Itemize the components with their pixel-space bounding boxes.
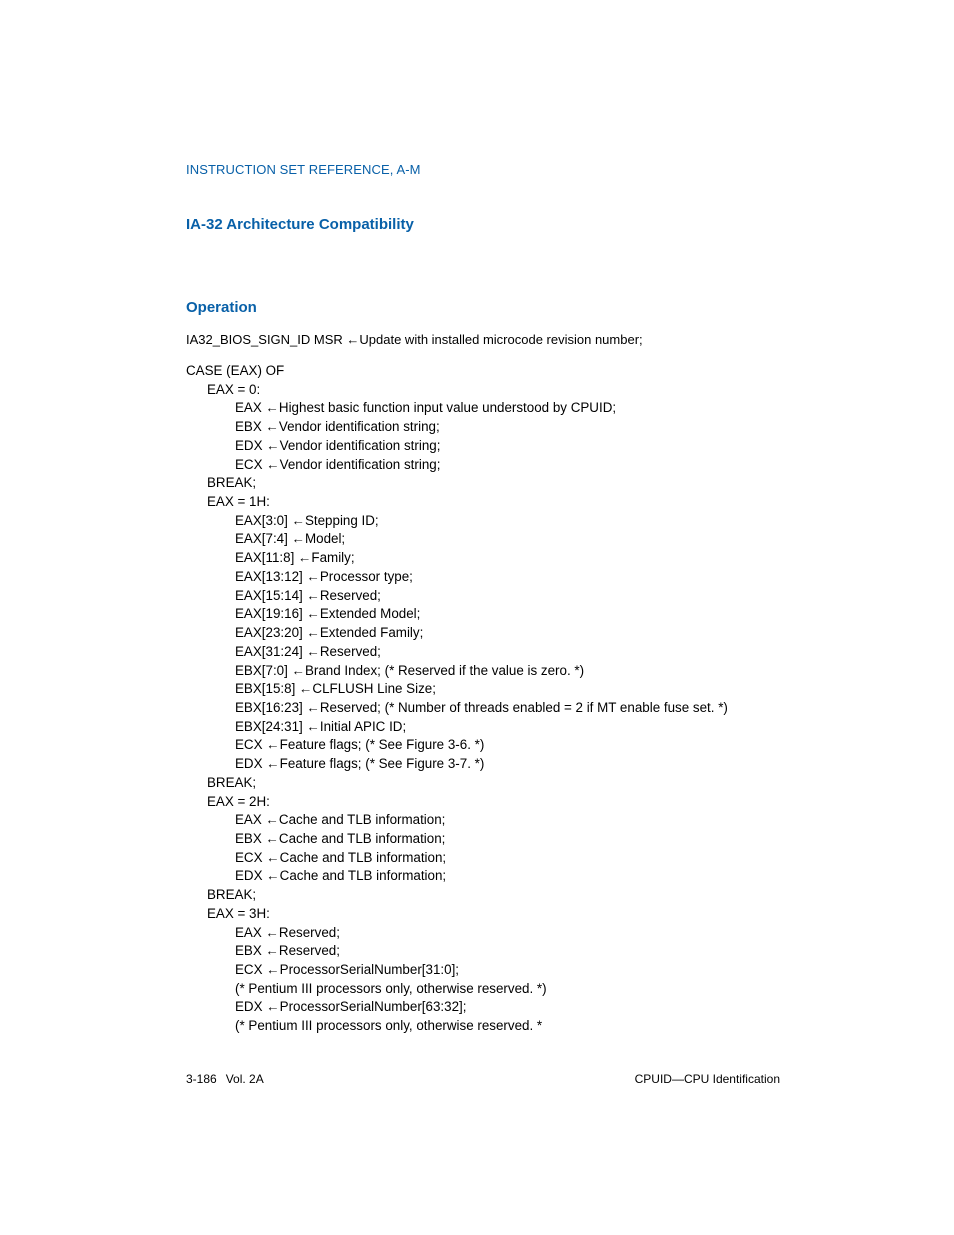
code-line: EBX ←Vendor identification string; bbox=[235, 419, 440, 435]
operation-intro-line: IA32_BIOS_SIGN_ID MSR ←Update with installed microcode revision number; bbox=[186, 332, 643, 347]
code-line: EAX = 1H: bbox=[207, 494, 270, 510]
code-line: EBX ←Cache and TLB information; bbox=[235, 830, 446, 846]
code-line: ECX ←Vendor identification string; bbox=[235, 456, 441, 472]
code-line: (* Pentium III processors only, otherwise reserved. * bbox=[235, 1018, 543, 1034]
code-line: EDX ←Feature flags; (* See Figure 3-7. *) bbox=[235, 756, 485, 772]
code-line: EDX ←Cache and TLB information; bbox=[235, 868, 447, 884]
code-line: BREAK; bbox=[207, 475, 257, 491]
code-line: ECX ←Cache and TLB information; bbox=[235, 849, 447, 865]
operation-pseudocode bbox=[186, 362, 786, 1036]
code-line: EAX[7:4] ←Model; bbox=[235, 531, 346, 547]
footer-chapter-title: CPUID—CPU Identification bbox=[634, 1072, 780, 1086]
code-line: EAX[31:24] ←Reserved; bbox=[235, 643, 381, 659]
code-line: EAX[15:14] ←Reserved; bbox=[235, 587, 381, 603]
code-line: EDX ←Vendor identification string; bbox=[235, 437, 441, 453]
code-line: EAX ←Cache and TLB information; bbox=[235, 812, 446, 828]
code-line: EBX[16:23] ←Reserved; (* Number of threads enabled = 2 if MT enable fuse set. *) bbox=[235, 699, 728, 715]
code-line: BREAK; bbox=[207, 774, 257, 790]
code-line: EAX ←Highest basic function input value understood by CPUID; bbox=[235, 400, 617, 416]
code-line: ECX ←ProcessorSerialNumber[31:0]; bbox=[235, 962, 460, 977]
code-line: EAX[19:16] ←Extended Model; bbox=[235, 606, 421, 622]
footer-page-info bbox=[186, 1072, 264, 1086]
code-line: EAX = 3H: bbox=[207, 905, 270, 921]
code-line: EBX[15:8] ←CLFLUSH Line Size; bbox=[235, 681, 436, 697]
code-line: EAX[23:20] ←Extended Family; bbox=[235, 625, 424, 641]
running-head: INSTRUCTION SET REFERENCE, A-M bbox=[186, 162, 421, 177]
code-line: (* Pentium III processors only, otherwise reserved. *) bbox=[235, 980, 547, 996]
code-line: ECX ←Feature flags; (* See Figure 3-6. *) bbox=[235, 737, 485, 753]
code-line: EAX ←Reserved; bbox=[235, 924, 340, 940]
code-line: EAX[3:0] ←Stepping ID; bbox=[235, 512, 379, 528]
code-line: EAX = 0: bbox=[207, 381, 261, 397]
code-line: EBX ←Reserved; bbox=[235, 943, 340, 959]
code-line: BREAK; bbox=[207, 887, 257, 903]
section-heading-compatibility: IA-32 Architecture Compatibility bbox=[186, 216, 414, 233]
section-heading-operation: Operation bbox=[186, 299, 257, 316]
code-line: EAX[11:8] ←Family; bbox=[235, 550, 355, 566]
code-line: EBX[7:0] ←Brand Index; (* Reserved if the value is zero. *) bbox=[235, 662, 585, 678]
code-line: CASE (EAX) OF bbox=[186, 363, 285, 378]
code-line: EBX[24:31] ←Initial APIC ID; bbox=[235, 718, 407, 734]
code-line: EAX = 2H: bbox=[207, 793, 270, 809]
code-line: EAX[13:12] ←Processor type; bbox=[235, 568, 413, 584]
code-line: EDX ←ProcessorSerialNumber[63:32]; bbox=[235, 999, 467, 1015]
footer-volume: Vol. 2A bbox=[225, 1072, 264, 1086]
footer-page-number: 3-186 bbox=[186, 1072, 217, 1086]
